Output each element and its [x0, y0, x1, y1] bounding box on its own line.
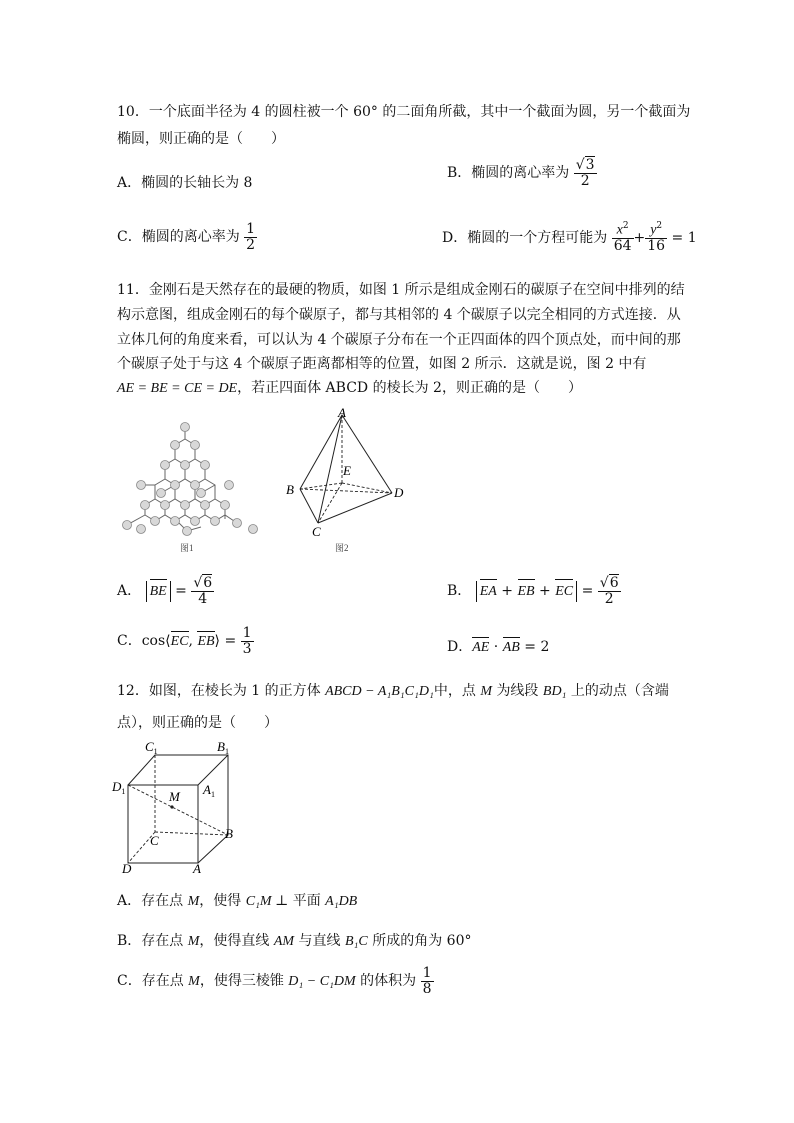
tetra-label-b: B — [286, 482, 294, 497]
q10-option-d: D．椭圆的一个方程可能为 $\frac{x^2}{64}$ + $\frac{y^2}{16}$ = 1 — [442, 221, 697, 255]
cube-label-b1: $B_1$ — [217, 739, 229, 756]
q11-b-den: 2 — [604, 590, 614, 607]
q11-b-vec2: EB — [518, 582, 535, 602]
q10-d-frac1: $\frac{x^2}{64}$ — [613, 221, 632, 255]
q11-b-num: 6 — [609, 575, 619, 591]
q12-point-m: M — [480, 684, 492, 699]
q11-option-a: A． BE = $\frac{√6}{4}$ — [117, 575, 213, 607]
q10-d-den2: 16 — [647, 238, 666, 255]
diamond-lattice-figure — [117, 405, 267, 555]
q10-d-frac2: $\frac{y^2}{16}$ — [647, 221, 666, 255]
q11-b-vec3: EC — [555, 582, 573, 602]
q10-stem-line2: 椭圆，则正确的是（ ） — [117, 131, 285, 147]
q11-d-eq: = 2 — [524, 639, 550, 655]
q10-d-eq: = 1 — [671, 230, 697, 247]
q12-cube-name: ABCD − A₁B₁C₁D₁ — [325, 684, 434, 699]
q12-a-m: M — [187, 894, 200, 909]
q11-c-num: 1 — [242, 625, 252, 641]
q10-c-den: 2 — [246, 236, 256, 253]
q12-b-am: AM — [273, 934, 295, 949]
tetra-label-c: C — [312, 524, 321, 539]
q12-a-plane: A₁DB — [325, 894, 358, 909]
q10-option-c — [117, 222, 257, 252]
q12-c-text3: 的体积为 — [360, 973, 417, 990]
q12-b-text3: 与直线 — [298, 933, 341, 949]
cube-label-a: A — [193, 861, 201, 875]
q11-a-den: 4 — [198, 590, 208, 607]
cube-label-a1: $A_1$ — [203, 782, 215, 799]
q11-line5-text: ，若正四面体 ABCD 的棱长为 2，则正确的是（ ） — [237, 380, 582, 396]
q11-option-b-label: B． — [447, 583, 472, 600]
q10-stem-line1: 10．一个底面半径为 4 的圆柱被一个 60° 的二面角所截，其中一个截面为圆，另一个截面为 — [117, 104, 691, 120]
cube-label-c1: $C_1$ — [145, 739, 158, 756]
q11-b-fraction: $\frac{√6}{2}$ — [599, 575, 619, 607]
tetra-label-e: E — [343, 463, 351, 478]
q12-a-math: C₁M ⊥ — [245, 894, 289, 909]
q12-a-text1: A．存在点 — [117, 893, 184, 909]
q10-option-c-text: C．椭圆的离心率为 — [117, 229, 240, 246]
q11-option-d: D．AE · AB = 2 — [447, 639, 550, 655]
q11-line3: 立体几何的角度来看，可以认为 4 个碳原子分布在一个正四面体的四个顶点处，而中间的那 — [117, 332, 681, 348]
q12-line2: 点），则正确的是（ ） — [117, 715, 278, 731]
q10-option-c-fraction — [244, 222, 257, 252]
q12-option-c — [117, 966, 434, 996]
q10-d-x: x — [616, 222, 623, 238]
q12-c-text2: ，使得三棱锥 — [199, 973, 284, 990]
q11-equal-distances: AE = BE = CE = DE — [117, 381, 238, 396]
q12-line1 — [117, 680, 669, 700]
q11-a-vector: BE — [150, 582, 167, 602]
q11-line1: 11．金刚石是天然存在的最硬的物质，如图 1 所示是组成金刚石的碳原子在空间中排列的结 — [117, 282, 685, 298]
q11-c-fraction — [241, 626, 254, 656]
q11-option-c-label: C．cos — [117, 633, 166, 650]
q11-c-den: 3 — [242, 640, 252, 657]
q11-b-vec1: EA — [480, 582, 497, 602]
q12-option-a — [117, 890, 357, 910]
q11-a-num: 6 — [203, 575, 213, 591]
q11-line2: 构示意图，组成金刚石的每个碳原子，都与其相邻的 4 个碳原子以完全相同的方式连接．从 — [117, 307, 681, 323]
cube-label-d: D — [122, 861, 132, 875]
q12-b-text2: ，使得直线 — [199, 933, 270, 949]
q11-line4: 个碳原子处于与这 4 个碳原子距离都相等的位置，如图 2 所示．这就是说，图 2 中有 — [117, 356, 647, 372]
cube-figure — [110, 735, 245, 875]
tetrahedron-figure — [280, 405, 410, 555]
q10-option-a: A．椭圆的长轴长为 8 — [117, 175, 253, 191]
q11-a-fraction: $\frac{√6}{4}$ — [193, 575, 213, 607]
q12-b-b1c: B₁C — [345, 934, 368, 949]
q12-option-b — [117, 930, 471, 950]
q12-c-text1: C．存在点 — [117, 973, 184, 990]
q10-d-den1: 64 — [613, 238, 632, 255]
q12-line1-c: 为线段 — [496, 683, 539, 699]
fig1-caption: 图1 — [180, 543, 194, 553]
q10-b-den: 2 — [580, 172, 590, 189]
q10-option-b-text: B．椭圆的离心率为 — [447, 165, 570, 182]
q12-segment: BD₁ — [542, 684, 567, 699]
q12-a-text3: 平面 — [292, 893, 321, 909]
q11-c-vec1: EC — [170, 634, 189, 650]
q11-option-b: B． EA + EB + EC = $\frac{√6}{2}$ — [447, 575, 619, 607]
q10-option-b-fraction: $\frac{√3}{2}$ — [575, 157, 595, 189]
q11-option-c: C．cos⟨EC, EB⟩ = $\frac{1}{3}$ — [117, 625, 252, 657]
q12-b-text4: 所成的角为 60° — [372, 933, 472, 949]
q10-option-b — [447, 158, 597, 188]
cube-label-d1: $D_1$ — [112, 779, 126, 796]
tetra-label-d: D — [394, 485, 404, 500]
q11-line5 — [117, 377, 582, 397]
q12-line1-b: 中，点 — [433, 683, 476, 699]
q10-d-y: y — [650, 222, 657, 238]
q11-d-vec1: AE — [472, 640, 490, 655]
q10-b-num: 3 — [585, 157, 595, 173]
cube-point-m — [170, 805, 173, 808]
q12-c-m: M — [188, 974, 200, 990]
tetra-label-a: A — [338, 405, 346, 420]
q12-a-text2: ，使得 — [199, 893, 242, 909]
q12-c-math: D₁ − C₁DM — [288, 974, 356, 990]
q12-line1-d: 上的动点（含端 — [570, 683, 669, 699]
q11-c-vec2: EB — [197, 634, 215, 650]
q12-line1-a: 12．如图，在棱长为 1 的正方体 — [117, 683, 321, 699]
cube-label-c: C — [150, 833, 159, 848]
q11-option-d-label: D． — [447, 639, 473, 655]
q10-option-d-text: D．椭圆的一个方程可能为 — [442, 230, 608, 247]
q12-b-text1: B．存在点 — [117, 933, 184, 949]
cube-label-m: M — [169, 789, 180, 804]
q12-c-den: 8 — [422, 980, 432, 997]
cube-label-b: B — [225, 826, 233, 841]
q11-option-a-label: A． — [117, 583, 142, 600]
fig2-caption: 图2 — [335, 543, 349, 553]
q10-c-num: 1 — [246, 221, 256, 237]
q11-d-vec2: AB — [502, 640, 520, 655]
q12-c-fraction — [421, 966, 434, 996]
q12-b-m: M — [187, 934, 200, 949]
q12-c-num: 1 — [422, 965, 432, 981]
